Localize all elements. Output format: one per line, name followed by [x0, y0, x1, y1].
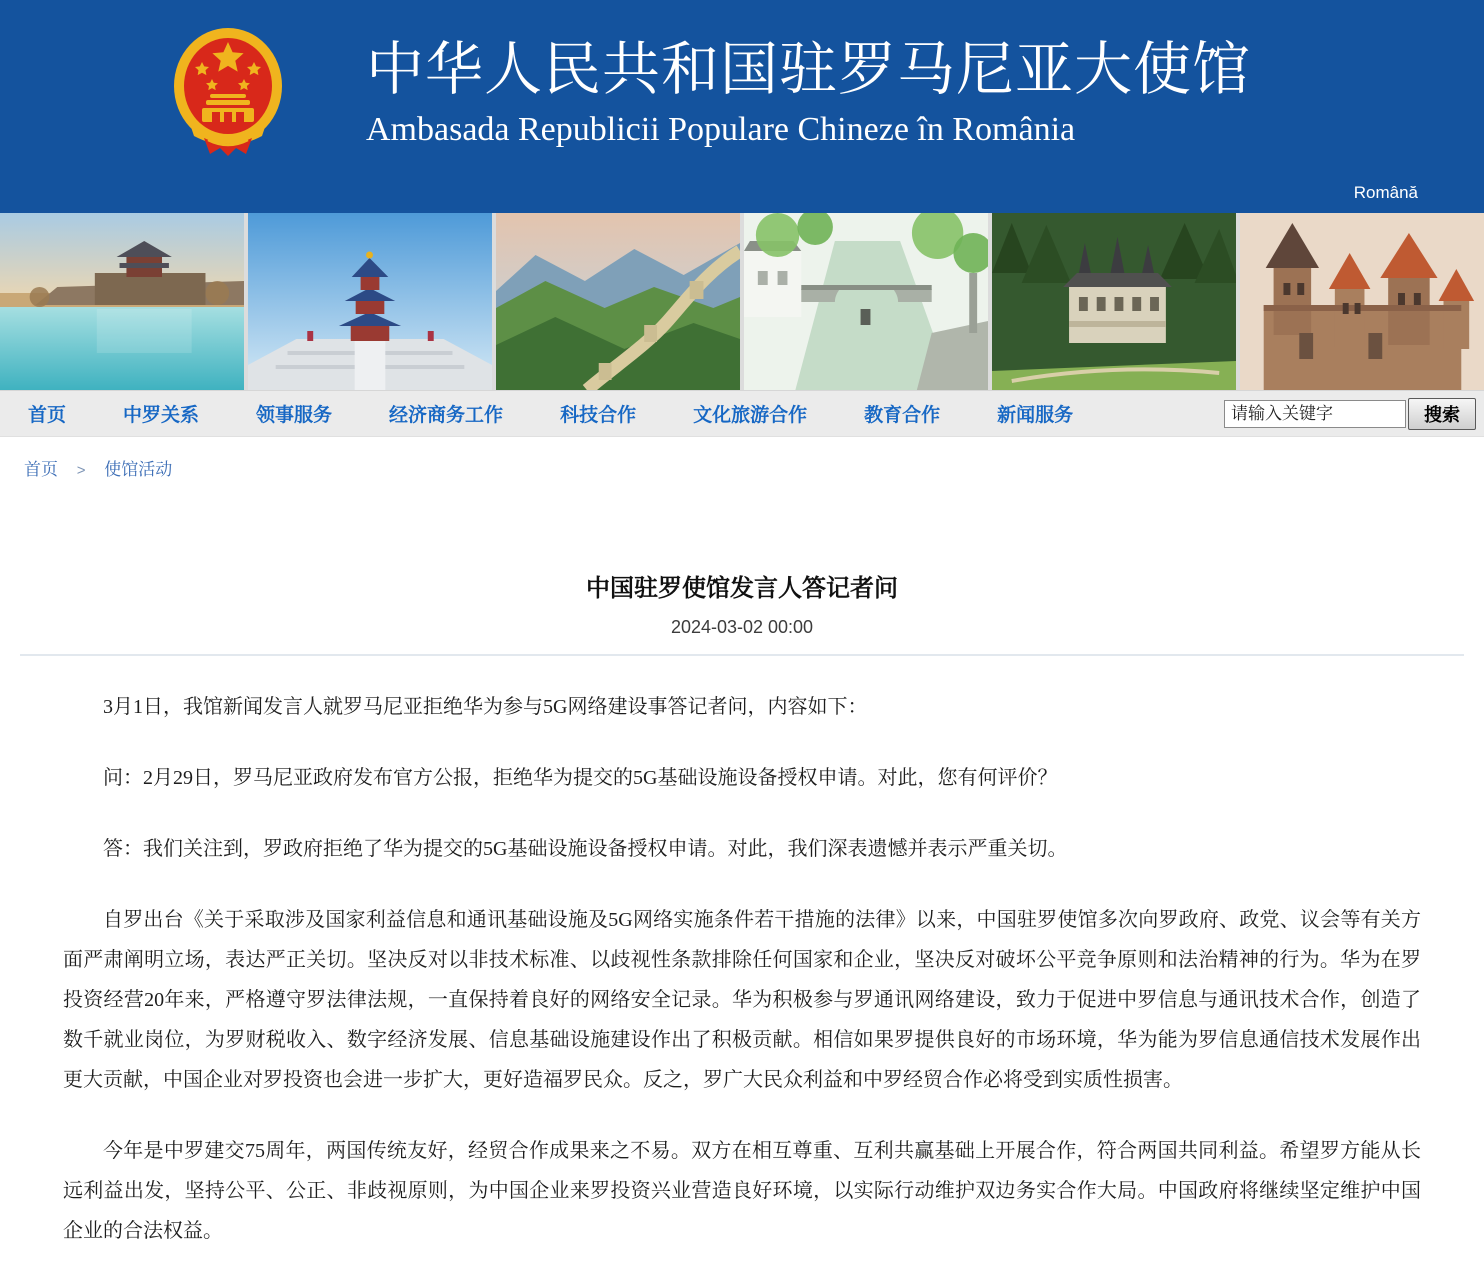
banner-photo-corvin-castle [1240, 213, 1484, 390]
nav-item-news[interactable]: 新闻服务 [997, 405, 1074, 426]
article-date: 2024-03-02 00:00 [670, 617, 814, 637]
nav-item-economic-commercial[interactable]: 经济商务工作 [389, 405, 504, 426]
article-paragraph: 3月1日，我馆新闻发言人就罗马尼亚拒绝华为参与5G网络建设事答记者问，内容如下： [103, 696, 868, 718]
language-link-romana[interactable]: Română [1353, 183, 1418, 202]
breadcrumb-embassy-activities-link[interactable]: 使馆活动 [104, 460, 173, 479]
nav-item-science-tech[interactable]: 科技合作 [560, 405, 637, 426]
article [0, 568, 1484, 1251]
banner-photo-great-wall [496, 213, 740, 390]
nav-item-consular-services[interactable]: 领事服务 [256, 405, 333, 426]
search-form [1224, 398, 1476, 430]
article-paragraph: 答：我们关注到，罗政府拒绝了华为提交的5G基础设施设备授权申请。对此，我们深表遗憾并表示严重关切。 [103, 838, 1068, 860]
article-paragraph: 问：2月29日，罗马尼亚政府发布官方公报，拒绝华为提交的5G基础设施设备授权申请。对此，您有何评价？ [103, 767, 1058, 789]
breadcrumb [0, 437, 1484, 480]
china-national-emblem-icon [168, 24, 288, 162]
nav-item-education[interactable]: 教育合作 [864, 405, 941, 426]
breadcrumb-separator: > [76, 462, 86, 479]
divider [20, 654, 1464, 656]
site-header [0, 0, 1484, 213]
article-paragraph: 自罗出台《关于采取涉及国家利益信息和通讯基础设施及5G网络实施条件若干措施的法律》以来，中国驻罗使馆多次向罗政府、政党、议会等有关方面严肃阐明立场，表达严正关切。坚决反对以非技术标准、以歧视性条款排除任何国家和企业，坚决反对破坏公平竞争原则和法治精神的行为。华为在罗投资经营20年来，严格遵守罗法律法规，一直保持着良好的网络安全记录。华为积极参与罗通讯网络建设，致力于促进中罗信息与通讯技术合作，创造了数千就业岗位，为罗财税收入、数字经济发展、信息基础设施建设作出了积极贡献。相信如果罗提供良好的市场环境，华为能为罗信息通信技术发展作出更大贡献，中国企业对罗投资也会进一步扩大，更好造福罗民众。反之，罗广大民众利益和中罗经贸合作必将受到实质性损害。 [63, 909, 1421, 1091]
site-title-ro: Ambasada Republicii Populare Chineze în România [366, 111, 1076, 149]
banner-photo-water-town [744, 213, 988, 390]
search-input[interactable] [1224, 400, 1406, 428]
banner-photo-temple-of-heaven [248, 213, 492, 390]
article-body [63, 687, 1421, 1251]
banner-photo-forbidden-city-corner-tower [0, 213, 244, 390]
nav-item-home[interactable]: 首页 [28, 405, 67, 426]
site-title-zh: 中华人民共和国驻罗马尼亚大使馆 [366, 36, 1252, 102]
search-button[interactable]: 搜索 [1408, 398, 1476, 430]
article-title: 中国驻罗使馆发言人答记者问 [586, 576, 898, 602]
main-nav [0, 390, 1484, 437]
article-paragraph: 今年是中罗建交75周年，两国传统友好，经贸合作成果来之不易。双方在相互尊重、互利共赢基础上开展合作，符合两国共同利益。希望罗方能从长远利益出发，坚持公平、公正、非歧视原则，为中国企业来罗投资兴业营造良好环境，以实际行动维护双边务实合作大局。中国政府将继续坚定维护中国企业的合法权益。 [63, 1140, 1421, 1242]
nav-item-china-romania-relations[interactable]: 中罗关系 [123, 405, 200, 426]
site-title-block[interactable] [366, 37, 1251, 150]
banner-photo-peles-castle [992, 213, 1236, 390]
photo-banner [0, 213, 1484, 390]
nav-item-culture-tourism[interactable]: 文化旅游合作 [693, 405, 808, 426]
breadcrumb-home-link[interactable]: 首页 [24, 460, 58, 479]
